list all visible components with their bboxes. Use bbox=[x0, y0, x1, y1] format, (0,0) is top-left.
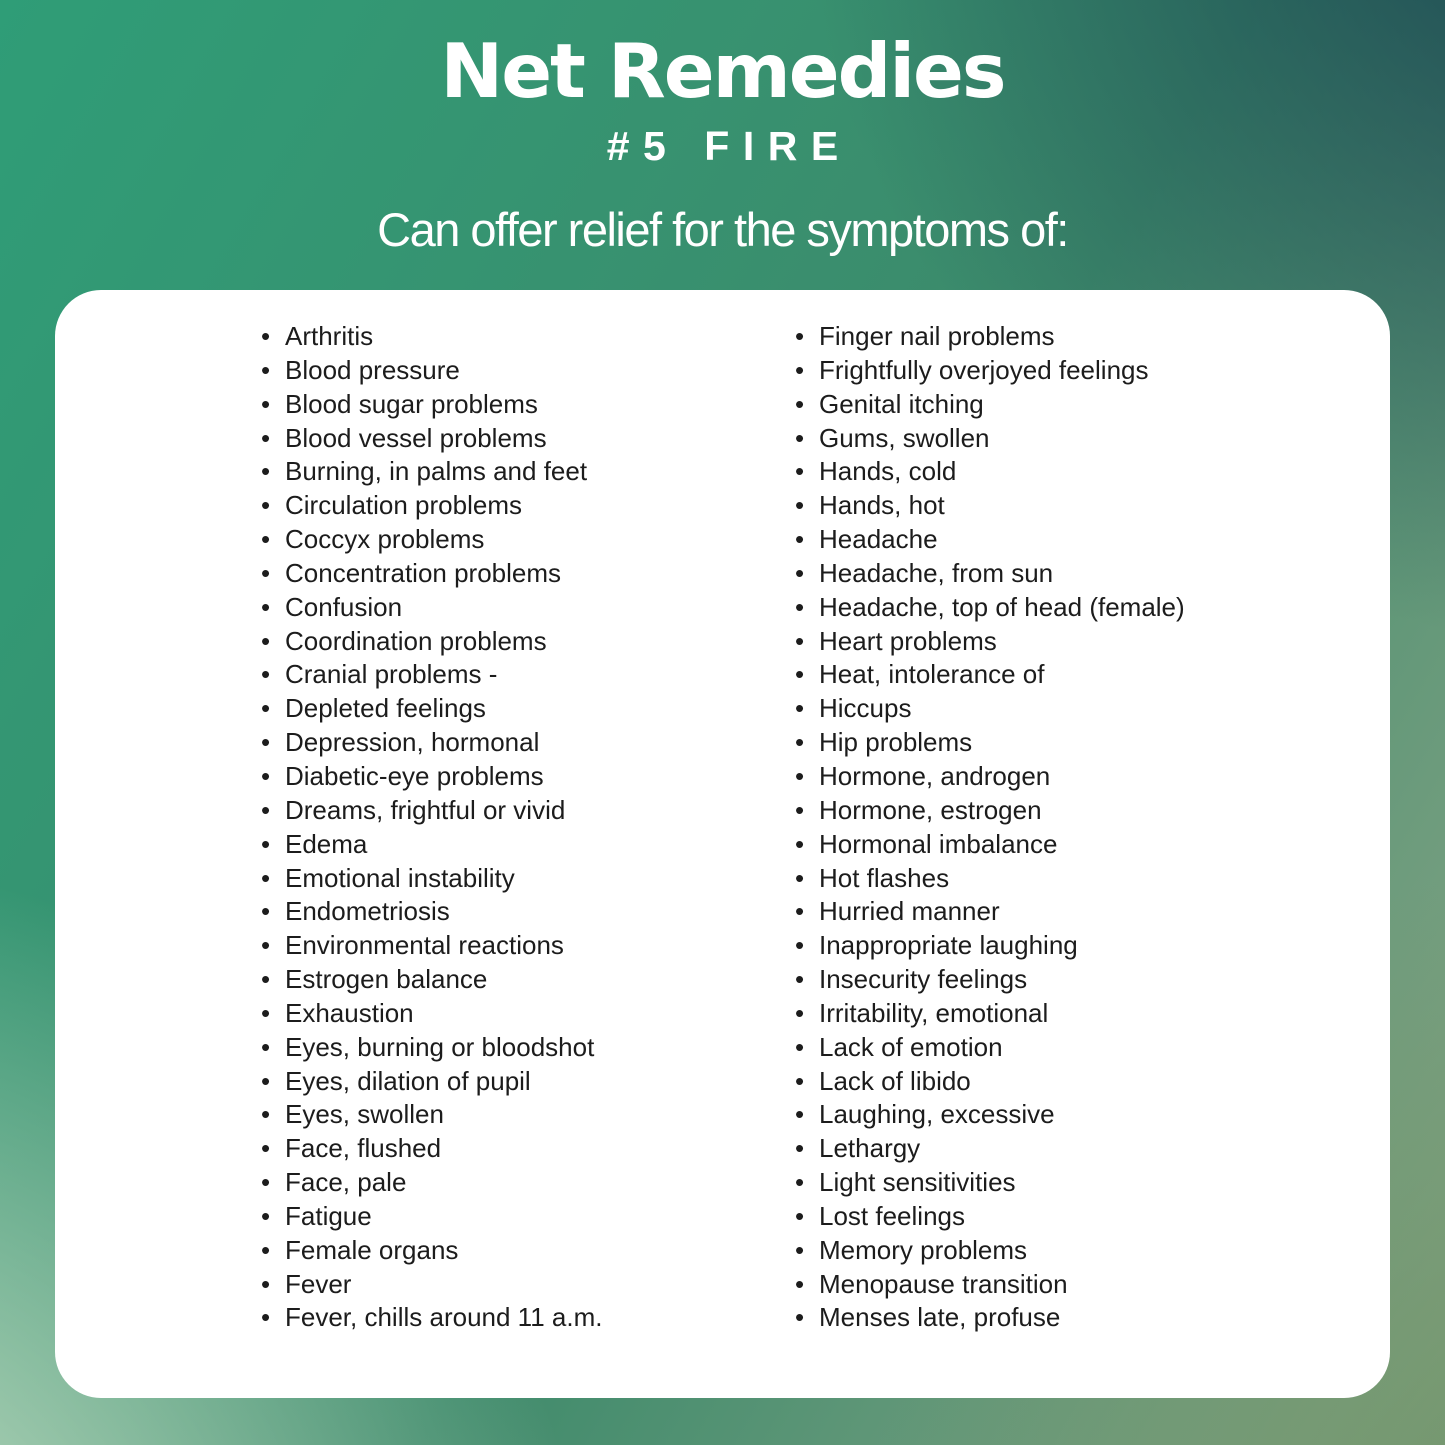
list-item: • Depleted feelings bbox=[261, 692, 795, 726]
symptom-card bbox=[55, 290, 1390, 1398]
list-item: • Circulation problems bbox=[261, 489, 795, 523]
list-item: • Concentration problems bbox=[261, 557, 795, 591]
list-item: • Cranial problems - bbox=[261, 658, 795, 692]
list-item: • Headache, from sun bbox=[795, 557, 1390, 591]
list-item: • Hands, hot bbox=[795, 489, 1390, 523]
list-item: • Lethargy bbox=[795, 1132, 1390, 1166]
list-item: • Confusion bbox=[261, 591, 795, 625]
list-item: • Fever bbox=[261, 1268, 795, 1302]
page-tagline: Can offer relief for the symptoms of: bbox=[377, 203, 1068, 256]
list-item: • Genital itching bbox=[795, 388, 1390, 422]
list-item: • Coccyx problems bbox=[261, 523, 795, 557]
list-item: • Coordination problems bbox=[261, 625, 795, 659]
list-item: • Memory problems bbox=[795, 1234, 1390, 1268]
list-item: • Frightfully overjoyed feelings bbox=[795, 354, 1390, 388]
list-item: • Face, flushed bbox=[261, 1132, 795, 1166]
list-item: • Heat, intolerance of bbox=[795, 658, 1390, 692]
list-item: • Blood pressure bbox=[261, 354, 795, 388]
list-item: • Gums, swollen bbox=[795, 422, 1390, 456]
list-item: • Face, pale bbox=[261, 1166, 795, 1200]
symptom-list-right bbox=[795, 320, 1390, 1335]
list-item: • Depression, hormonal bbox=[261, 726, 795, 760]
list-item: • Hiccups bbox=[795, 692, 1390, 726]
list-item: • Laughing, excessive bbox=[795, 1098, 1390, 1132]
list-item: • Hip problems bbox=[795, 726, 1390, 760]
list-item: • Burning, in palms and feet bbox=[261, 455, 795, 489]
list-item: • Eyes, dilation of pupil bbox=[261, 1065, 795, 1099]
list-item: • Fatigue bbox=[261, 1200, 795, 1234]
list-item: • Blood sugar problems bbox=[261, 388, 795, 422]
symptom-list-left bbox=[261, 320, 795, 1335]
list-item: • Lack of libido bbox=[795, 1065, 1390, 1099]
list-item: • Finger nail problems bbox=[795, 320, 1390, 354]
list-item: • Lack of emotion bbox=[795, 1031, 1390, 1065]
list-item: • Eyes, swollen bbox=[261, 1098, 795, 1132]
list-item: • Hands, cold bbox=[795, 455, 1390, 489]
list-item: • Light sensitivities bbox=[795, 1166, 1390, 1200]
list-item: • Menses late, profuse bbox=[795, 1301, 1390, 1335]
list-item: • Hurried manner bbox=[795, 895, 1390, 929]
page-subtitle: #5 FIRE bbox=[606, 123, 852, 169]
list-item: • Exhaustion bbox=[261, 997, 795, 1031]
page-title: Net Remedies bbox=[440, 27, 1005, 115]
list-item: • Insecurity feelings bbox=[795, 963, 1390, 997]
list-item: • Heart problems bbox=[795, 625, 1390, 659]
list-item: • Emotional instability bbox=[261, 862, 795, 896]
list-item: • Blood vessel problems bbox=[261, 422, 795, 456]
list-item: • Hormone, estrogen bbox=[795, 794, 1390, 828]
list-item: • Lost feelings bbox=[795, 1200, 1390, 1234]
list-item: • Arthritis bbox=[261, 320, 795, 354]
list-item: • Dreams, frightful or vivid bbox=[261, 794, 795, 828]
list-item: • Edema bbox=[261, 828, 795, 862]
list-item: • Eyes, burning or bloodshot bbox=[261, 1031, 795, 1065]
list-item: • Hot flashes bbox=[795, 862, 1390, 896]
list-item: • Inappropriate laughing bbox=[795, 929, 1390, 963]
list-item: • Headache, top of head (female) bbox=[795, 591, 1390, 625]
list-item: • Female organs bbox=[261, 1234, 795, 1268]
list-item: • Irritability, emotional bbox=[795, 997, 1390, 1031]
list-item: • Fever, chills around 11 a.m. bbox=[261, 1301, 795, 1335]
list-item: • Headache bbox=[795, 523, 1390, 557]
list-item: • Endometriosis bbox=[261, 895, 795, 929]
list-item: • Estrogen balance bbox=[261, 963, 795, 997]
list-item: • Menopause transition bbox=[795, 1268, 1390, 1302]
list-item: • Diabetic-eye problems bbox=[261, 760, 795, 794]
list-item: • Hormonal imbalance bbox=[795, 828, 1390, 862]
list-item: • Environmental reactions bbox=[261, 929, 795, 963]
list-item: • Hormone, androgen bbox=[795, 760, 1390, 794]
